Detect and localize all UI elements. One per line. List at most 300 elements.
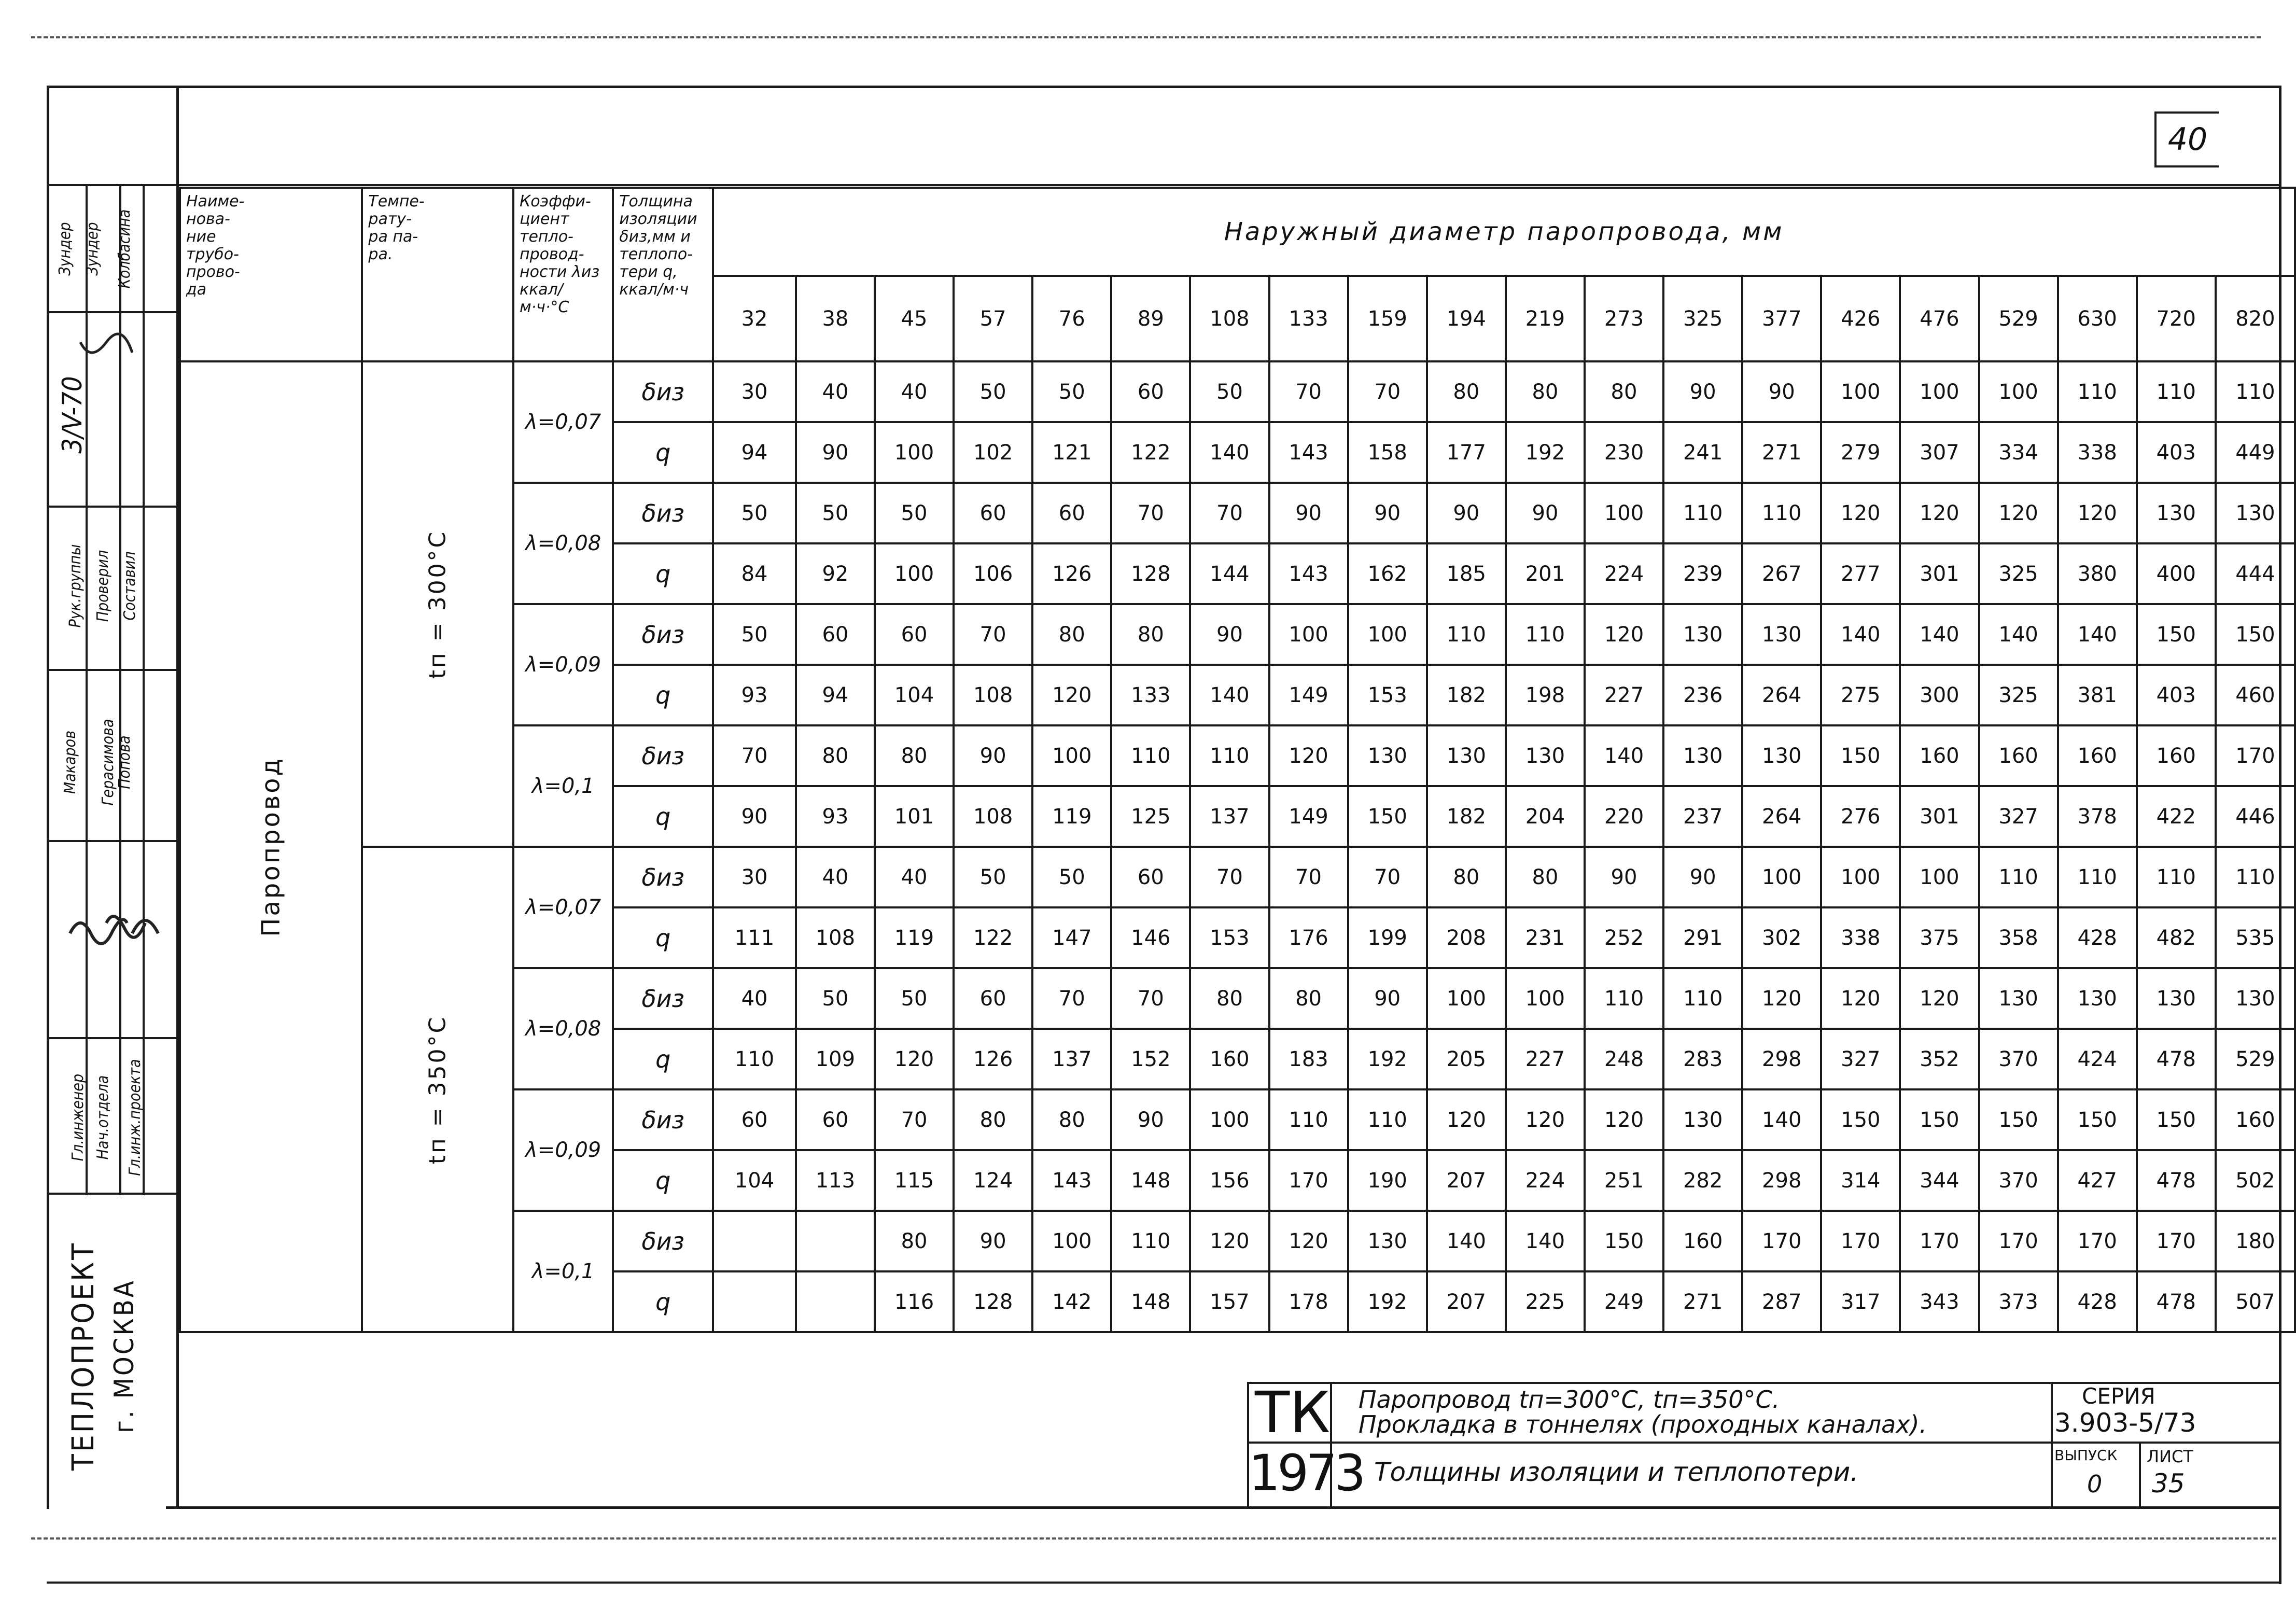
value-cell: 100 xyxy=(1269,604,1348,665)
value-cell: 140 xyxy=(1821,604,1900,665)
stamp-org-line2: г. МОСКВА xyxy=(109,1279,140,1433)
value-cell: 338 xyxy=(2058,422,2137,483)
value-cell: 128 xyxy=(954,1271,1032,1332)
header-diameter-title: Наружный диаметр паропровода, мм xyxy=(713,188,2295,276)
stamp-role-rukgr: Рук.группы xyxy=(66,544,85,628)
value-cell: 205 xyxy=(1427,1029,1506,1089)
diameter-header-cell: 426 xyxy=(1821,276,1900,361)
value-cell: 192 xyxy=(1348,1271,1427,1332)
symbol-cell: δиз xyxy=(613,725,713,786)
value-cell: 162 xyxy=(1348,543,1427,604)
value-cell: 249 xyxy=(1585,1271,1663,1332)
value-cell: 224 xyxy=(1506,1150,1585,1211)
value-cell: 144 xyxy=(1190,543,1269,604)
stamp-surname-1: Зундер xyxy=(55,222,74,276)
value-cell: 130 xyxy=(2137,483,2216,543)
frame-bottom xyxy=(166,1506,2281,1509)
stamp-role-3: Гл.инж.проекта xyxy=(125,1059,144,1176)
diameter-header-cell: 108 xyxy=(1190,276,1269,361)
value-cell: 140 xyxy=(1979,604,2058,665)
value-cell: 110 xyxy=(1190,725,1269,786)
sheet-number: 40 xyxy=(2167,121,2208,158)
value-cell: 207 xyxy=(1427,1150,1506,1211)
value-cell: 120 xyxy=(1900,968,1979,1029)
diameter-header-cell: 273 xyxy=(1585,276,1663,361)
value-cell: 180 xyxy=(2216,1211,2295,1271)
value-cell: 126 xyxy=(1032,543,1111,604)
value-cell: 100 xyxy=(1900,361,1979,422)
value-cell: 80 xyxy=(1427,361,1506,422)
value-cell: 143 xyxy=(1032,1150,1111,1211)
value-cell: 160 xyxy=(1900,725,1979,786)
value-cell: 287 xyxy=(1742,1271,1821,1332)
value-cell: 302 xyxy=(1742,907,1821,968)
value-cell: 90 xyxy=(1190,604,1269,665)
value-cell: 100 xyxy=(1821,847,1900,907)
value-cell: 80 xyxy=(1585,361,1663,422)
value-cell: 110 xyxy=(1663,483,1742,543)
value-cell: 70 xyxy=(1032,968,1111,1029)
value-cell: 227 xyxy=(1585,665,1663,725)
symbol-cell: q xyxy=(613,1271,713,1332)
tb-issue-label: ВЫПУСК xyxy=(2054,1447,2118,1464)
value-cell: 535 xyxy=(2216,907,2295,968)
value-cell: 237 xyxy=(1663,786,1742,847)
value-cell: 40 xyxy=(875,847,954,907)
tb-code: ТК xyxy=(1255,1379,1331,1446)
value-cell: 110 xyxy=(2058,847,2137,907)
value-cell: 478 xyxy=(2137,1029,2216,1089)
value-cell: 301 xyxy=(1900,543,1979,604)
value-cell: 50 xyxy=(796,968,875,1029)
value-cell: 50 xyxy=(1032,361,1111,422)
diameter-header-cell: 820 xyxy=(2216,276,2295,361)
value-cell: 170 xyxy=(1900,1211,1979,1271)
tb-year: 1973 xyxy=(1249,1444,1363,1502)
signature-marks xyxy=(49,321,174,1182)
value-cell: 478 xyxy=(2137,1150,2216,1211)
value-cell: 110 xyxy=(1111,725,1190,786)
value-cell: 90 xyxy=(796,422,875,483)
value-cell: 239 xyxy=(1663,543,1742,604)
value-cell: 422 xyxy=(2137,786,2216,847)
value-cell xyxy=(796,1211,875,1271)
value-cell: 153 xyxy=(1348,665,1427,725)
value-cell: 298 xyxy=(1742,1150,1821,1211)
sheet-number-box xyxy=(2154,111,2219,167)
value-cell: 150 xyxy=(2058,1089,2137,1150)
symbol-cell: q xyxy=(613,1029,713,1089)
value-cell: 120 xyxy=(2058,483,2137,543)
value-cell: 30 xyxy=(713,361,796,422)
symbol-cell: q xyxy=(613,543,713,604)
value-cell: 60 xyxy=(1032,483,1111,543)
value-cell: 150 xyxy=(2137,1089,2216,1150)
temp-group-cell: tп = 300°С xyxy=(362,361,513,847)
lambda-cell: λ=0,07 xyxy=(513,847,613,968)
lambda-cell: λ=0,07 xyxy=(513,361,613,483)
value-cell: 50 xyxy=(713,483,796,543)
value-cell: 120 xyxy=(1032,665,1111,725)
value-cell: 150 xyxy=(1821,1089,1900,1150)
stamp-signature-date: 3/V-70 xyxy=(57,376,88,454)
value-cell: 124 xyxy=(954,1150,1032,1211)
value-cell: 176 xyxy=(1269,907,1348,968)
value-cell: 101 xyxy=(875,786,954,847)
value-cell: 130 xyxy=(1979,968,2058,1029)
value-cell: 110 xyxy=(2137,847,2216,907)
value-cell: 403 xyxy=(2137,665,2216,725)
value-cell: 137 xyxy=(1190,786,1269,847)
value-cell: 102 xyxy=(954,422,1032,483)
diameter-header-cell: 630 xyxy=(2058,276,2137,361)
value-cell: 80 xyxy=(1269,968,1348,1029)
value-cell: 190 xyxy=(1348,1150,1427,1211)
value-cell: 110 xyxy=(1663,968,1742,1029)
value-cell: 283 xyxy=(1663,1029,1742,1089)
stamp-surname-popova: Попова xyxy=(115,735,134,789)
value-cell: 110 xyxy=(1427,604,1506,665)
value-cell: 84 xyxy=(713,543,796,604)
value-cell: 110 xyxy=(1111,1211,1190,1271)
header-temp: Темпе- рату- ра па- ра. xyxy=(362,188,513,361)
value-cell: 100 xyxy=(1585,483,1663,543)
symbol-cell: δиз xyxy=(613,968,713,1029)
value-cell: 60 xyxy=(1111,361,1190,422)
diameter-header-cell: 476 xyxy=(1900,276,1979,361)
value-cell: 251 xyxy=(1585,1150,1663,1211)
value-cell: 502 xyxy=(2216,1150,2295,1211)
symbol-cell: δиз xyxy=(613,604,713,665)
value-cell: 182 xyxy=(1427,786,1506,847)
value-cell: 70 xyxy=(1111,483,1190,543)
value-cell: 70 xyxy=(1348,847,1427,907)
value-cell: 40 xyxy=(875,361,954,422)
value-cell: 198 xyxy=(1506,665,1585,725)
value-cell: 334 xyxy=(1979,422,2058,483)
value-cell: 148 xyxy=(1111,1271,1190,1332)
bottom-dash-line xyxy=(31,1537,2276,1540)
value-cell: 115 xyxy=(875,1150,954,1211)
value-cell: 170 xyxy=(2058,1211,2137,1271)
value-cell: 140 xyxy=(2058,604,2137,665)
value-cell: 264 xyxy=(1742,786,1821,847)
value-cell: 80 xyxy=(1506,361,1585,422)
value-cell: 446 xyxy=(2216,786,2295,847)
value-cell: 130 xyxy=(1427,725,1506,786)
value-cell: 119 xyxy=(875,907,954,968)
value-cell: 110 xyxy=(1979,847,2058,907)
value-cell: 122 xyxy=(954,907,1032,968)
value-cell: 50 xyxy=(954,847,1032,907)
value-cell: 403 xyxy=(2137,422,2216,483)
value-cell: 529 xyxy=(2216,1029,2295,1089)
value-cell: 94 xyxy=(796,665,875,725)
value-cell: 160 xyxy=(2137,725,2216,786)
value-cell: 120 xyxy=(1585,1089,1663,1150)
value-cell: 317 xyxy=(1821,1271,1900,1332)
value-cell: 50 xyxy=(796,483,875,543)
value-cell: 120 xyxy=(1821,968,1900,1029)
value-cell: 122 xyxy=(1111,422,1190,483)
value-cell: 375 xyxy=(1900,907,1979,968)
header-coef: Коэффи- циент тепло- провод- ности λиз ккал/м·ч·°С xyxy=(513,188,613,361)
value-cell: 80 xyxy=(1032,604,1111,665)
value-cell: 225 xyxy=(1506,1271,1585,1332)
value-cell: 276 xyxy=(1821,786,1900,847)
stamp-surname-makarov: Макаров xyxy=(61,730,79,794)
value-cell: 158 xyxy=(1348,422,1427,483)
value-cell: 130 xyxy=(2216,968,2295,1029)
value-cell: 120 xyxy=(1190,1211,1269,1271)
value-cell: 80 xyxy=(875,725,954,786)
value-cell: 40 xyxy=(713,968,796,1029)
value-cell: 70 xyxy=(1269,361,1348,422)
value-cell: 427 xyxy=(2058,1150,2137,1211)
stamp-surname-3: Колбасина xyxy=(115,209,134,289)
value-cell: 80 xyxy=(1427,847,1506,907)
value-cell: 80 xyxy=(1111,604,1190,665)
value-cell: 90 xyxy=(1111,1089,1190,1150)
value-cell: 108 xyxy=(954,665,1032,725)
diameter-header-cell: 38 xyxy=(796,276,875,361)
value-cell: 149 xyxy=(1269,665,1348,725)
value-cell xyxy=(713,1271,796,1332)
value-cell: 125 xyxy=(1111,786,1190,847)
value-cell: 70 xyxy=(713,725,796,786)
value-cell: 121 xyxy=(1032,422,1111,483)
value-cell: 160 xyxy=(2058,725,2137,786)
value-cell: 120 xyxy=(1269,725,1348,786)
value-cell: 282 xyxy=(1663,1150,1742,1211)
value-cell: 100 xyxy=(1821,361,1900,422)
value-cell: 100 xyxy=(1506,968,1585,1029)
symbol-cell: q xyxy=(613,786,713,847)
value-cell: 182 xyxy=(1427,665,1506,725)
symbol-cell: q xyxy=(613,665,713,725)
value-cell: 150 xyxy=(1821,725,1900,786)
temp-group-cell: tп = 350°С xyxy=(362,847,513,1332)
value-cell: 50 xyxy=(1190,361,1269,422)
value-cell: 120 xyxy=(1427,1089,1506,1150)
tb-title-line2: Прокладка в тоннелях (проходных каналах). xyxy=(1359,1410,1927,1438)
symbol-cell: δиз xyxy=(613,847,713,907)
value-cell: 343 xyxy=(1900,1271,1979,1332)
value-cell: 50 xyxy=(713,604,796,665)
value-cell: 380 xyxy=(2058,543,2137,604)
value-cell: 90 xyxy=(954,1211,1032,1271)
value-cell xyxy=(796,1271,875,1332)
value-cell: 110 xyxy=(1585,968,1663,1029)
value-cell: 110 xyxy=(1742,483,1821,543)
value-cell: 220 xyxy=(1585,786,1663,847)
value-cell: 150 xyxy=(2137,604,2216,665)
value-cell: 157 xyxy=(1190,1271,1269,1332)
value-cell: 90 xyxy=(1585,847,1663,907)
value-cell: 298 xyxy=(1742,1029,1821,1089)
value-cell: 93 xyxy=(796,786,875,847)
value-cell: 143 xyxy=(1269,543,1348,604)
value-cell: 160 xyxy=(2216,1089,2295,1150)
symbol-cell: q xyxy=(613,1150,713,1211)
value-cell: 110 xyxy=(2058,361,2137,422)
value-cell: 100 xyxy=(1032,1211,1111,1271)
value-cell: 248 xyxy=(1585,1029,1663,1089)
symbol-cell: q xyxy=(613,907,713,968)
value-cell: 140 xyxy=(1506,1211,1585,1271)
value-cell: 104 xyxy=(713,1150,796,1211)
value-cell: 147 xyxy=(1032,907,1111,968)
value-cell: 113 xyxy=(796,1150,875,1211)
value-cell: 108 xyxy=(954,786,1032,847)
value-cell: 301 xyxy=(1900,786,1979,847)
value-cell: 90 xyxy=(1663,361,1742,422)
value-cell: 153 xyxy=(1190,907,1269,968)
value-cell: 150 xyxy=(1900,1089,1979,1150)
value-cell: 110 xyxy=(1269,1089,1348,1150)
frame-top xyxy=(47,86,2281,88)
value-cell: 50 xyxy=(875,968,954,1029)
value-cell: 236 xyxy=(1663,665,1742,725)
value-cell: 126 xyxy=(954,1029,1032,1089)
value-cell: 449 xyxy=(2216,422,2295,483)
value-cell: 104 xyxy=(875,665,954,725)
value-cell: 204 xyxy=(1506,786,1585,847)
value-cell: 100 xyxy=(875,422,954,483)
value-cell: 119 xyxy=(1032,786,1111,847)
value-cell: 100 xyxy=(1979,361,2058,422)
value-cell: 178 xyxy=(1269,1271,1348,1332)
top-dash-line xyxy=(31,36,2261,38)
value-cell: 120 xyxy=(1585,604,1663,665)
value-cell: 327 xyxy=(1979,786,2058,847)
value-cell: 325 xyxy=(1979,665,2058,725)
value-cell: 170 xyxy=(1269,1150,1348,1211)
value-cell: 271 xyxy=(1742,422,1821,483)
value-cell: 170 xyxy=(1979,1211,2058,1271)
value-cell: 130 xyxy=(1742,725,1821,786)
value-cell: 143 xyxy=(1269,422,1348,483)
value-cell: 224 xyxy=(1585,543,1663,604)
value-cell: 109 xyxy=(796,1029,875,1089)
value-cell: 100 xyxy=(1900,847,1979,907)
value-cell: 110 xyxy=(2137,361,2216,422)
value-cell: 130 xyxy=(2137,968,2216,1029)
value-cell: 507 xyxy=(2216,1271,2295,1332)
value-cell: 70 xyxy=(1348,361,1427,422)
value-cell: 100 xyxy=(1032,725,1111,786)
value-cell: 94 xyxy=(713,422,796,483)
value-cell: 108 xyxy=(796,907,875,968)
value-cell: 381 xyxy=(2058,665,2137,725)
value-cell: 110 xyxy=(1348,1089,1427,1150)
value-cell: 150 xyxy=(2216,604,2295,665)
value-cell: 142 xyxy=(1032,1271,1111,1332)
value-cell: 271 xyxy=(1663,1271,1742,1332)
pipe-name-cell: Паропровод xyxy=(180,361,362,1332)
value-cell: 140 xyxy=(1190,422,1269,483)
value-cell: 111 xyxy=(713,907,796,968)
value-cell: 199 xyxy=(1348,907,1427,968)
value-cell: 50 xyxy=(875,483,954,543)
value-cell: 80 xyxy=(1506,847,1585,907)
value-cell: 50 xyxy=(954,361,1032,422)
value-cell: 140 xyxy=(1742,1089,1821,1150)
value-cell: 110 xyxy=(713,1029,796,1089)
value-cell: 338 xyxy=(1821,907,1900,968)
value-cell: 307 xyxy=(1900,422,1979,483)
symbol-cell: δиз xyxy=(613,1089,713,1150)
value-cell: 93 xyxy=(713,665,796,725)
value-cell: 110 xyxy=(2216,847,2295,907)
diameter-header-cell: 57 xyxy=(954,276,1032,361)
value-cell: 344 xyxy=(1900,1150,1979,1211)
value-cell: 100 xyxy=(1348,604,1427,665)
value-cell: 150 xyxy=(1348,786,1427,847)
value-cell: 120 xyxy=(875,1029,954,1089)
value-cell: 140 xyxy=(1190,665,1269,725)
value-cell: 90 xyxy=(954,725,1032,786)
value-cell: 325 xyxy=(1979,543,2058,604)
frame-bottom-outer xyxy=(47,1582,2281,1584)
value-cell: 60 xyxy=(713,1089,796,1150)
value-cell: 291 xyxy=(1663,907,1742,968)
header-thick: Толщина изоляции δиз,мм и теплопо- тери q, ккал/м·ч xyxy=(613,188,713,361)
value-cell: 230 xyxy=(1585,422,1663,483)
value-cell: 378 xyxy=(2058,786,2137,847)
value-cell: 279 xyxy=(1821,422,1900,483)
value-cell: 478 xyxy=(2137,1271,2216,1332)
value-cell: 110 xyxy=(1506,604,1585,665)
diameter-header-cell: 720 xyxy=(2137,276,2216,361)
value-cell: 70 xyxy=(1111,968,1190,1029)
value-cell: 352 xyxy=(1900,1029,1979,1089)
value-cell: 424 xyxy=(2058,1029,2137,1089)
value-cell: 60 xyxy=(954,968,1032,1029)
value-cell: 370 xyxy=(1979,1029,2058,1089)
tb-sheet-label: ЛИСТ xyxy=(2147,1447,2193,1466)
value-cell: 120 xyxy=(1506,1089,1585,1150)
value-cell: 90 xyxy=(1742,361,1821,422)
value-cell: 110 xyxy=(2216,361,2295,422)
value-cell: 275 xyxy=(1821,665,1900,725)
value-cell: 90 xyxy=(1269,483,1348,543)
value-cell: 90 xyxy=(1427,483,1506,543)
value-cell: 100 xyxy=(875,543,954,604)
value-cell: 90 xyxy=(713,786,796,847)
value-cell: 148 xyxy=(1111,1150,1190,1211)
diameter-header-cell: 219 xyxy=(1506,276,1585,361)
diameter-header-cell: 377 xyxy=(1742,276,1821,361)
value-cell: 370 xyxy=(1979,1150,2058,1211)
value-cell: 60 xyxy=(875,604,954,665)
insulation-table xyxy=(179,187,2296,1333)
value-cell: 177 xyxy=(1427,422,1506,483)
value-cell: 400 xyxy=(2137,543,2216,604)
value-cell: 185 xyxy=(1427,543,1506,604)
value-cell: 80 xyxy=(875,1211,954,1271)
value-cell: 106 xyxy=(954,543,1032,604)
value-cell: 80 xyxy=(796,725,875,786)
value-cell: 70 xyxy=(1190,847,1269,907)
value-cell: 170 xyxy=(2137,1211,2216,1271)
symbol-cell: δиз xyxy=(613,483,713,543)
value-cell xyxy=(713,1211,796,1271)
value-cell: 300 xyxy=(1900,665,1979,725)
value-cell: 140 xyxy=(1427,1211,1506,1271)
value-cell: 80 xyxy=(954,1089,1032,1150)
value-cell: 277 xyxy=(1821,543,1900,604)
